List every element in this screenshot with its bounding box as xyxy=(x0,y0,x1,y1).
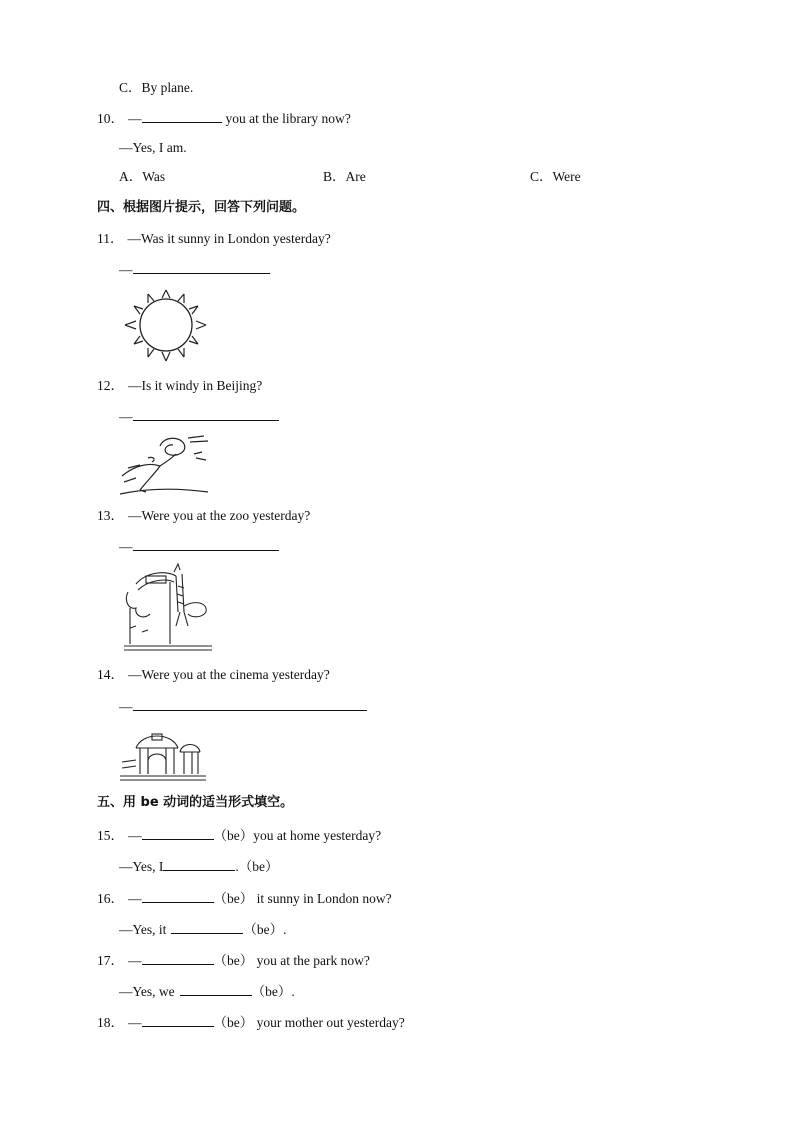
answer-blank[interactable] xyxy=(133,260,270,274)
q10-option-c[interactable]: C．Were xyxy=(530,169,581,184)
q10-reply: —Yes, I am. xyxy=(119,140,187,155)
question-16 xyxy=(97,889,392,908)
question-text: you at the library now? xyxy=(225,111,351,126)
question-number: 18． xyxy=(97,1015,124,1030)
answer-blank[interactable] xyxy=(142,889,214,903)
question-17 xyxy=(97,951,370,970)
q14-answer xyxy=(119,697,367,716)
question-11 xyxy=(97,230,331,248)
answer-blank[interactable] xyxy=(171,920,243,934)
dash: — xyxy=(128,953,142,968)
section-4-title: 四、根据图片提示，回答下列问题。 xyxy=(97,200,306,215)
q16-reply xyxy=(119,920,287,939)
question-number: 16． xyxy=(97,891,124,906)
sun-icon xyxy=(122,286,210,364)
answer-blank[interactable] xyxy=(180,982,252,996)
question-15 xyxy=(97,826,381,845)
q11-answer xyxy=(119,260,270,279)
question-number: 14． xyxy=(97,667,124,682)
windy-icon xyxy=(118,432,212,496)
question-14 xyxy=(97,666,330,684)
answer-blank[interactable] xyxy=(142,951,214,965)
answer-blank[interactable] xyxy=(142,826,214,840)
question-number: 15． xyxy=(97,828,124,843)
question-text: —Were you at the zoo yesterday? xyxy=(128,508,311,523)
question-text: —Is it windy in Beijing? xyxy=(128,378,263,393)
cinema-building-icon xyxy=(120,724,206,784)
answer-blank[interactable] xyxy=(163,857,235,871)
q9-option-c: C．By plane. xyxy=(119,80,194,95)
answer-blank[interactable] xyxy=(133,697,367,711)
dash: — xyxy=(128,891,142,906)
question-number: 13． xyxy=(97,508,124,523)
question-text: （be） your mother out yesterday? xyxy=(213,1015,405,1030)
dash: — xyxy=(119,699,133,714)
dash: — xyxy=(119,262,133,277)
question-text: —Was it sunny in London yesterday? xyxy=(127,231,331,246)
question-text: （be） you at the park now? xyxy=(213,953,370,968)
reply-text: —Yes, I xyxy=(119,859,164,874)
dash: — xyxy=(119,539,133,554)
question-18 xyxy=(97,1013,405,1032)
answer-blank[interactable] xyxy=(133,537,279,551)
question-number: 17． xyxy=(97,953,124,968)
question-number: 11． xyxy=(97,231,124,246)
answer-blank[interactable] xyxy=(133,407,279,421)
dash: — xyxy=(128,1015,142,1030)
question-10 xyxy=(97,109,351,128)
section-5-title: 五、用 be 动词的适当形式填空。 xyxy=(97,795,294,810)
question-text: （be） it sunny in London now? xyxy=(213,891,392,906)
question-number: 10． xyxy=(97,111,124,126)
q10-option-a[interactable]: A．Was xyxy=(119,169,166,184)
dash: — xyxy=(119,409,133,424)
zoo-icon xyxy=(122,562,214,654)
reply-hint: （be）. xyxy=(251,984,295,999)
reply-text: —Yes, we xyxy=(119,984,175,999)
q13-answer xyxy=(119,537,279,556)
q12-answer xyxy=(119,407,279,426)
dash: — xyxy=(128,828,142,843)
question-text: （be）you at home yesterday? xyxy=(213,828,382,843)
question-12 xyxy=(97,377,262,395)
reply-hint: .（be） xyxy=(235,859,279,874)
question-number: 12． xyxy=(97,378,124,393)
answer-blank[interactable] xyxy=(142,109,222,123)
question-13 xyxy=(97,507,310,525)
question-text: —Were you at the cinema yesterday? xyxy=(128,667,330,682)
q17-reply xyxy=(119,982,295,1001)
answer-blank[interactable] xyxy=(142,1013,214,1027)
reply-hint: （be）. xyxy=(243,922,287,937)
dash: — xyxy=(128,111,142,126)
reply-text: —Yes, it xyxy=(119,922,167,937)
q15-reply xyxy=(119,857,279,876)
q10-option-b[interactable]: B．Are xyxy=(323,169,366,184)
